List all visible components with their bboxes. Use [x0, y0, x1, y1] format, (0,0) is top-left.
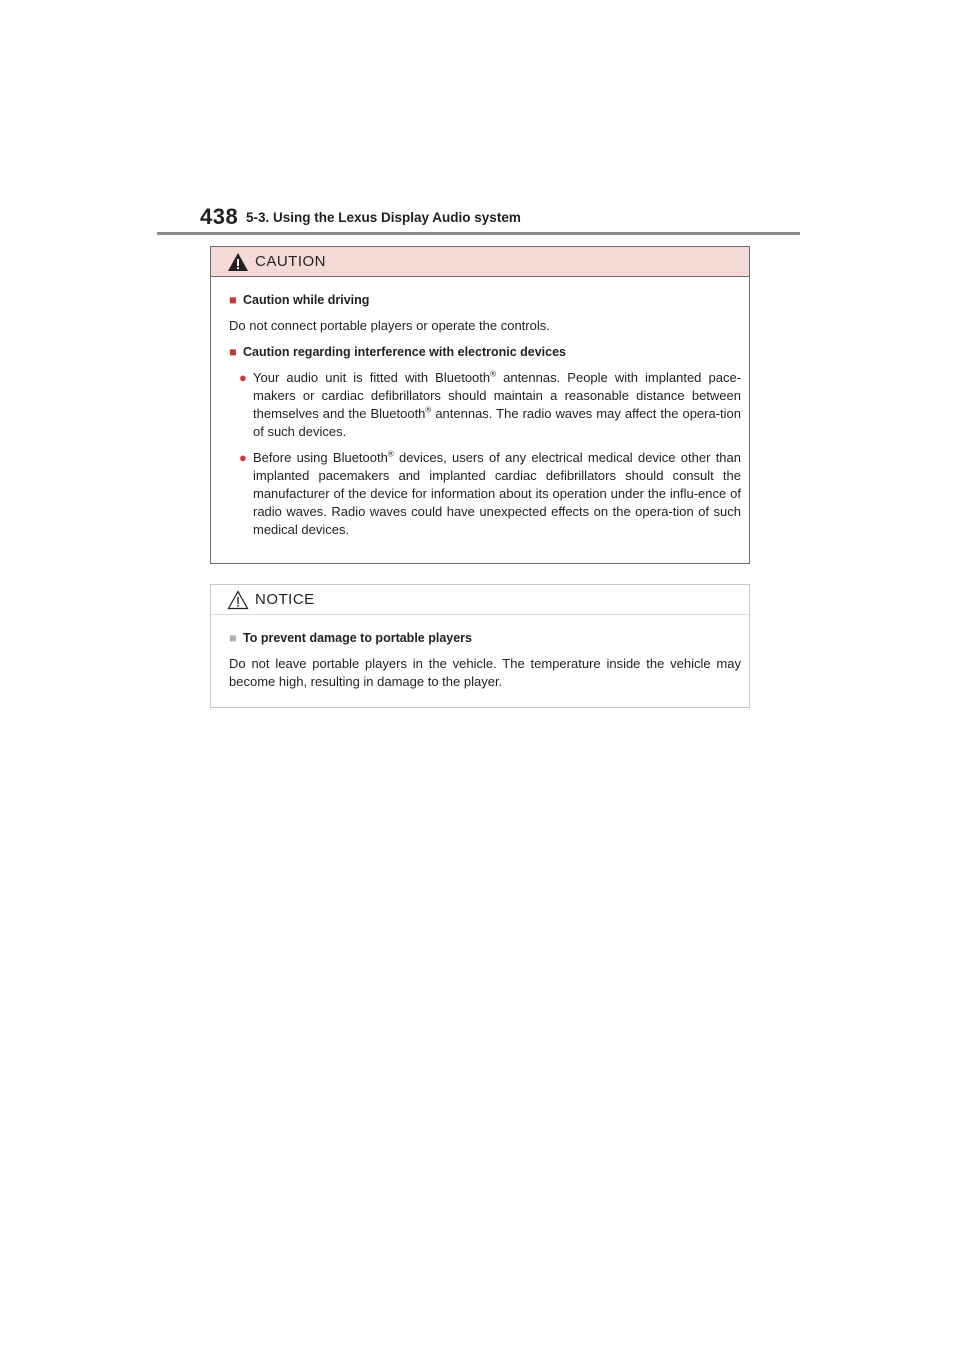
notice-header [211, 585, 749, 615]
notice-box [210, 584, 750, 708]
notice-body [211, 615, 749, 691]
caution-paragraph: Do not connect portable players or operate the controls. [229, 318, 550, 333]
list-item: ● Your audio unit is fitted with Bluetooth® antennas. People with implanted pace-makers or cardiac defibrillators should maintain a reasonable distance between themselves and the Bluetooth® antennas. The radio waves may affect the opera-tion of such devices. [239, 369, 741, 439]
notice-paragraph: Do not leave portable players in the vehicle. The temperature inside the vehicle may become high, resulting in damage to the player. [229, 656, 741, 689]
caution-title: CAUTION [255, 253, 326, 270]
square-bullet-icon: ■ [229, 631, 237, 645]
page-header [200, 204, 800, 234]
header-rule [157, 232, 800, 235]
caution-subheading: ■ Caution while driving [229, 293, 370, 307]
square-bullet-icon: ■ [229, 293, 237, 307]
caution-header [211, 247, 749, 277]
page-number: 438 [200, 204, 239, 229]
caution-subheading: ■ Caution regarding interference with electronic devices [229, 345, 567, 359]
list-item: ● Before using Bluetooth® devices, users of any electrical medical device other than implanted pacemakers and implanted cardiac defibrillators should consult the manufacturer of the device for information about its operation under the influ-ence of radio waves. Radio waves could have unexpected effects on the opera-tion of such medical devices. [239, 449, 741, 537]
notice-title: NOTICE [255, 591, 315, 608]
warning-icon [227, 252, 249, 272]
section-title: 5-3. Using the Lexus Display Audio system [246, 210, 521, 225]
bullet-dot-icon: ● [239, 370, 247, 385]
caution-body [211, 277, 749, 539]
bullet-dot-icon: ● [239, 450, 247, 465]
warning-outline-icon [227, 590, 249, 610]
square-bullet-icon: ■ [229, 345, 237, 359]
notice-subheading: ■ To prevent damage to portable players [229, 631, 472, 645]
caution-box [210, 246, 750, 564]
